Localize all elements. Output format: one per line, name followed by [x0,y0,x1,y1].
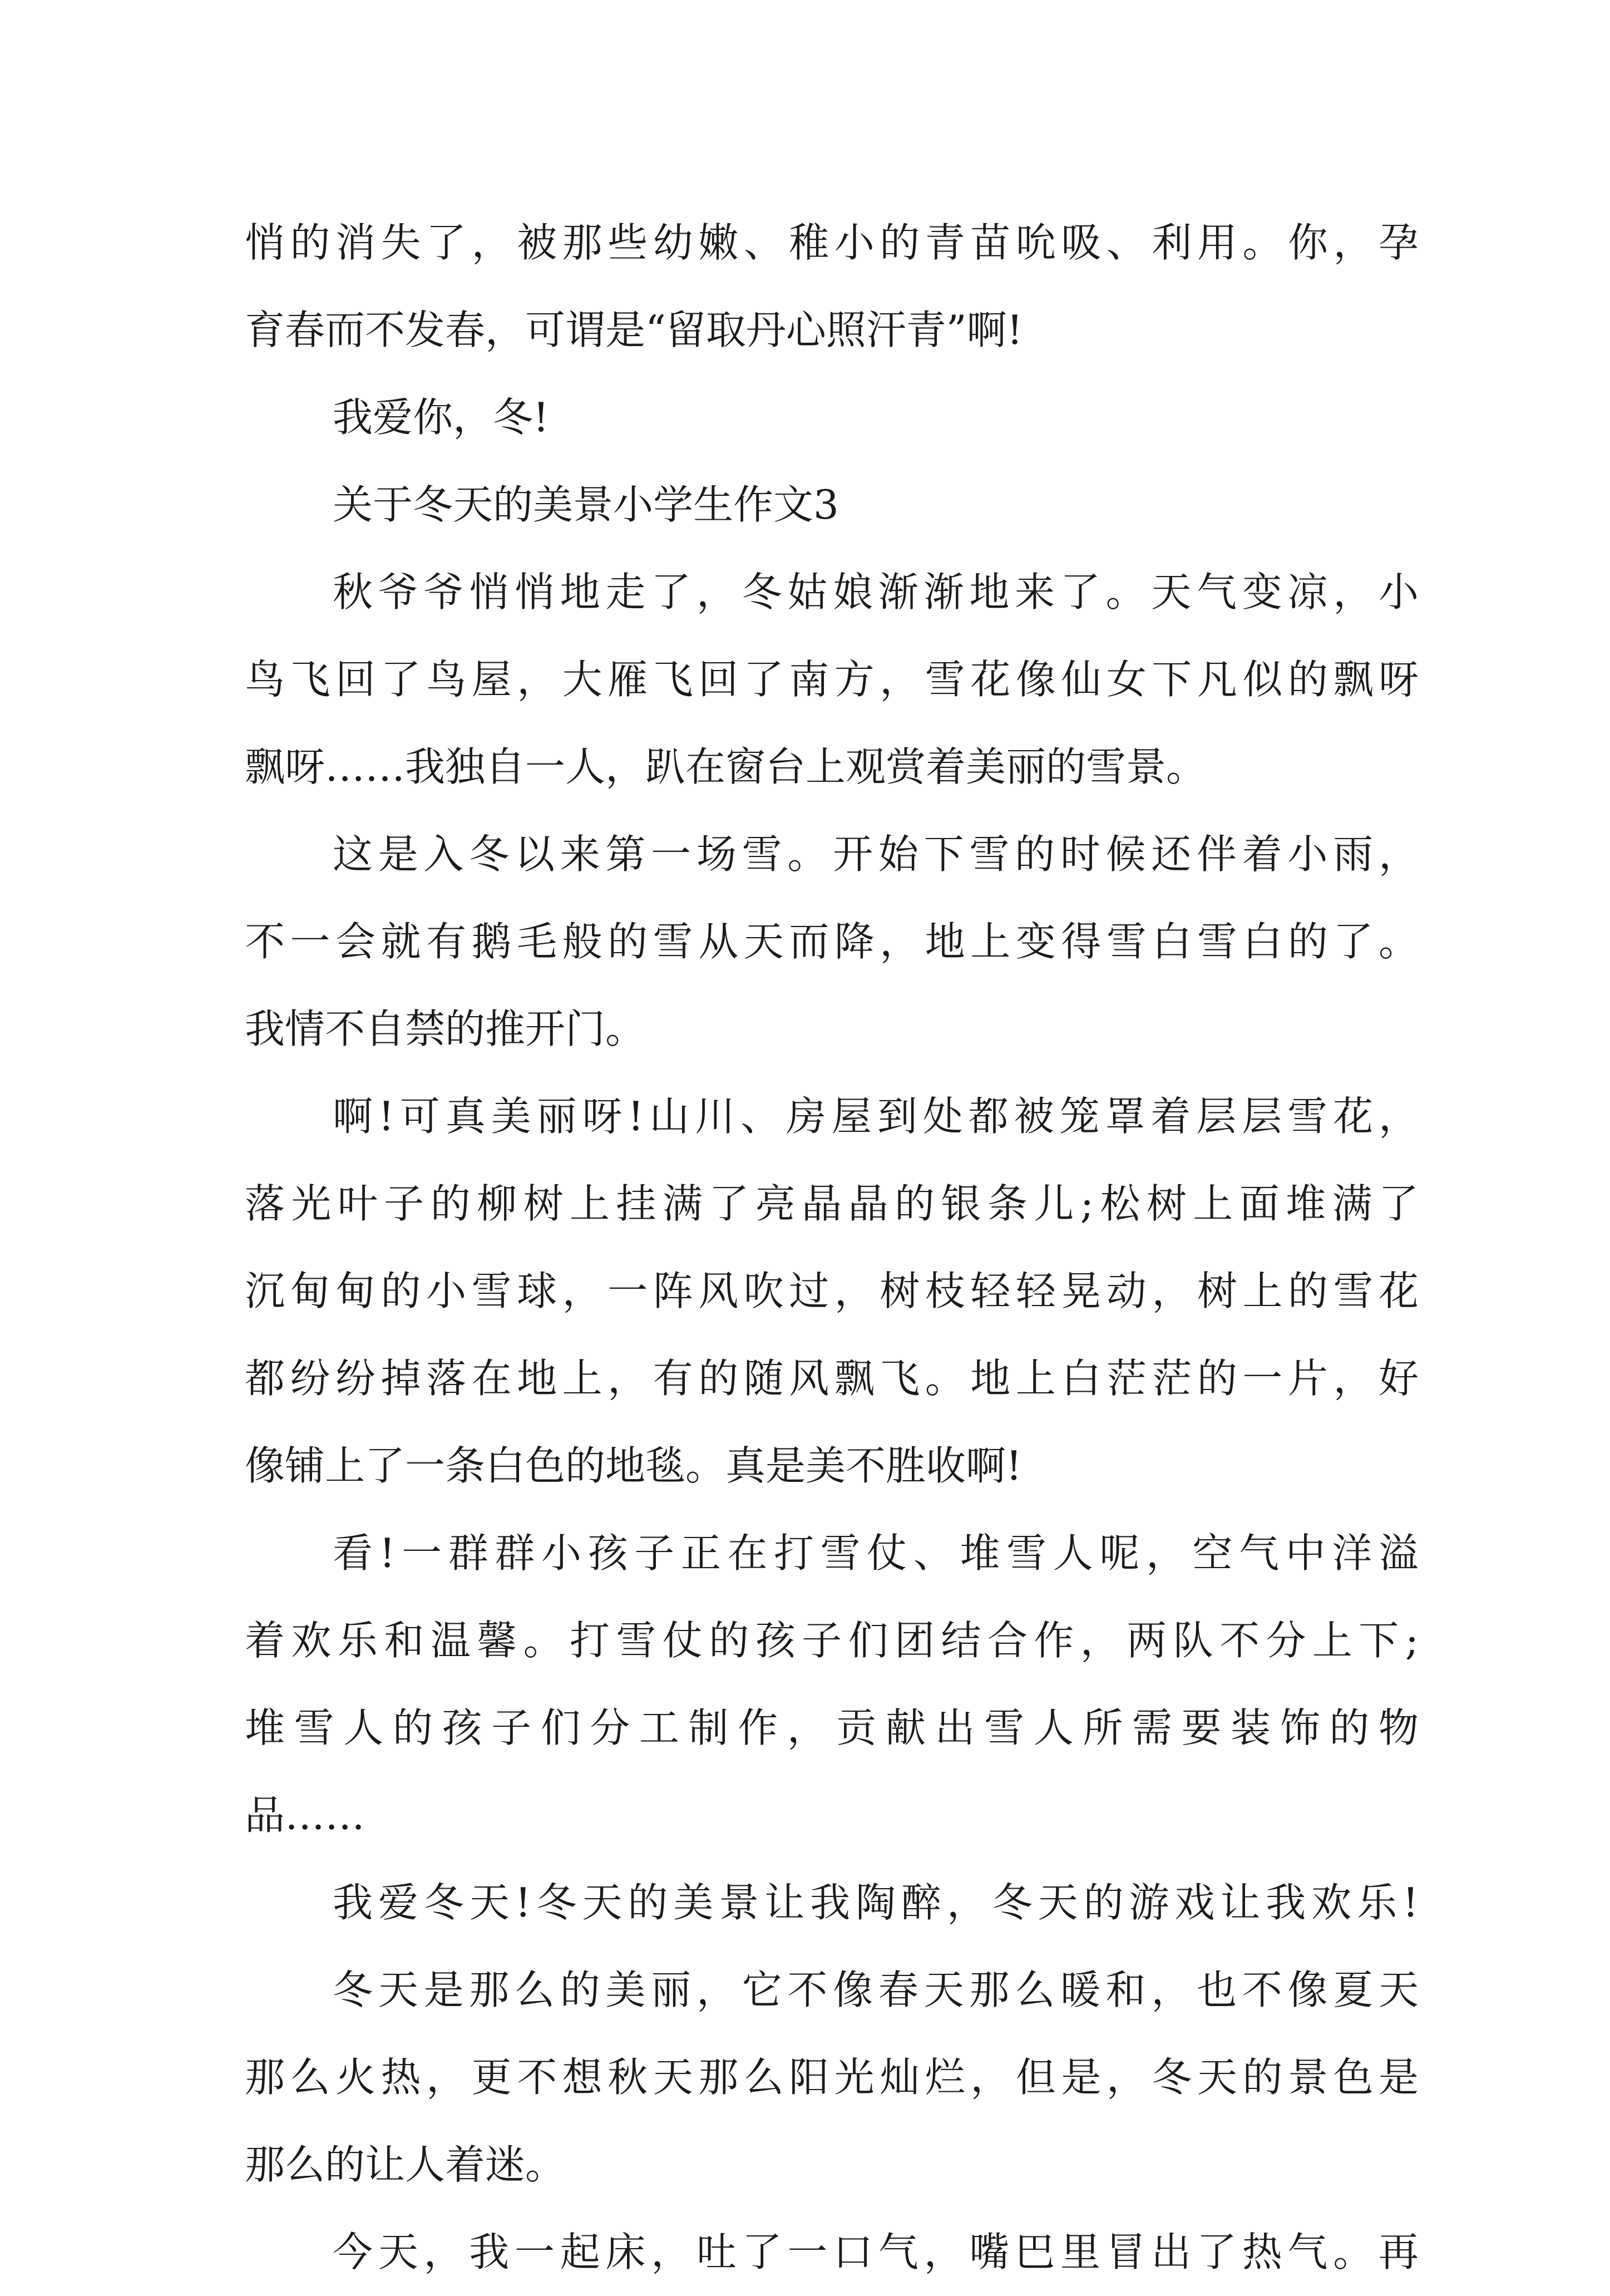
text-line: 啊!可真美丽呀!山川、房屋到处都被笼罩着层层雪花， [333,1093,1419,1140]
text-line: 我爱你，冬! [333,394,549,441]
text-line: 我爱冬天!冬天的美景让我陶醉，冬天的游戏让我欢乐! [333,1879,1419,1926]
text-line: 我情不自禁的推开门。 [245,1006,646,1052]
text-line: 堆雪人的孩子们分工制作，贡献出雪人所需要装饰的物 [245,1704,1419,1751]
text-line: 那么的让人着迷。 [245,2141,566,2188]
text-line: 看!一群群小孩子正在打雪仗、堆雪人呢，空气中洋溢 [333,1530,1419,1576]
text-line: 这是入冬以来第一场雪。开始下雪的时候还伴着小雨， [333,831,1419,878]
text-line: 品…… [245,1792,366,1839]
text-line: 冬天是那么的美丽，它不像春天那么暖和，也不像夏天 [333,1967,1419,2013]
text-line: 像铺上了一条白色的地毯。真是美不胜收啊! [245,1442,1022,1489]
text-line: 育春而不发春，可谓是“留取丹心照汗青”啊! [245,307,1023,353]
text-line: 着欢乐和温馨。打雪仗的孩子们团结合作，两队不分上下; [245,1617,1419,1664]
text-line: 都纷纷掉落在地上，有的随风飘飞。地上白茫茫的一片，好 [245,1355,1419,1402]
text-line: 悄的消失了，被那些幼嫩、稚小的青苗吮吸、利用。你，孕 [245,219,1419,266]
text-line: 沉甸甸的小雪球，一阵风吹过，树枝轻轻晃动，树上的雪花 [245,1268,1419,1314]
text-line: 飘呀……我独自一人，趴在窗台上观赏着美丽的雪景。 [245,743,1207,790]
text-line: 秋爷爷悄悄地走了，冬姑娘渐渐地来了。天气变凉，小 [333,569,1419,615]
text-line: 不一会就有鹅毛般的雪从天而降，地上变得雪白雪白的了。 [245,918,1419,965]
body-text [245,199,1419,2296]
text-line: 今天，我一起床，吐了一口气，嘴巴里冒出了热气。再 [333,2229,1419,2275]
text-line: 落光叶子的柳树上挂满了亮晶晶的银条儿;松树上面堆满了 [245,1180,1419,1227]
text-line: 那么火热，更不想秋天那么阳光灿烂，但是，冬天的景色是 [245,2054,1419,2101]
text-line: 关于冬天的美景小学生作文3 [333,481,839,528]
text-line: 鸟飞回了鸟屋，大雁飞回了南方，雪花像仙女下凡似的飘呀 [245,656,1419,703]
